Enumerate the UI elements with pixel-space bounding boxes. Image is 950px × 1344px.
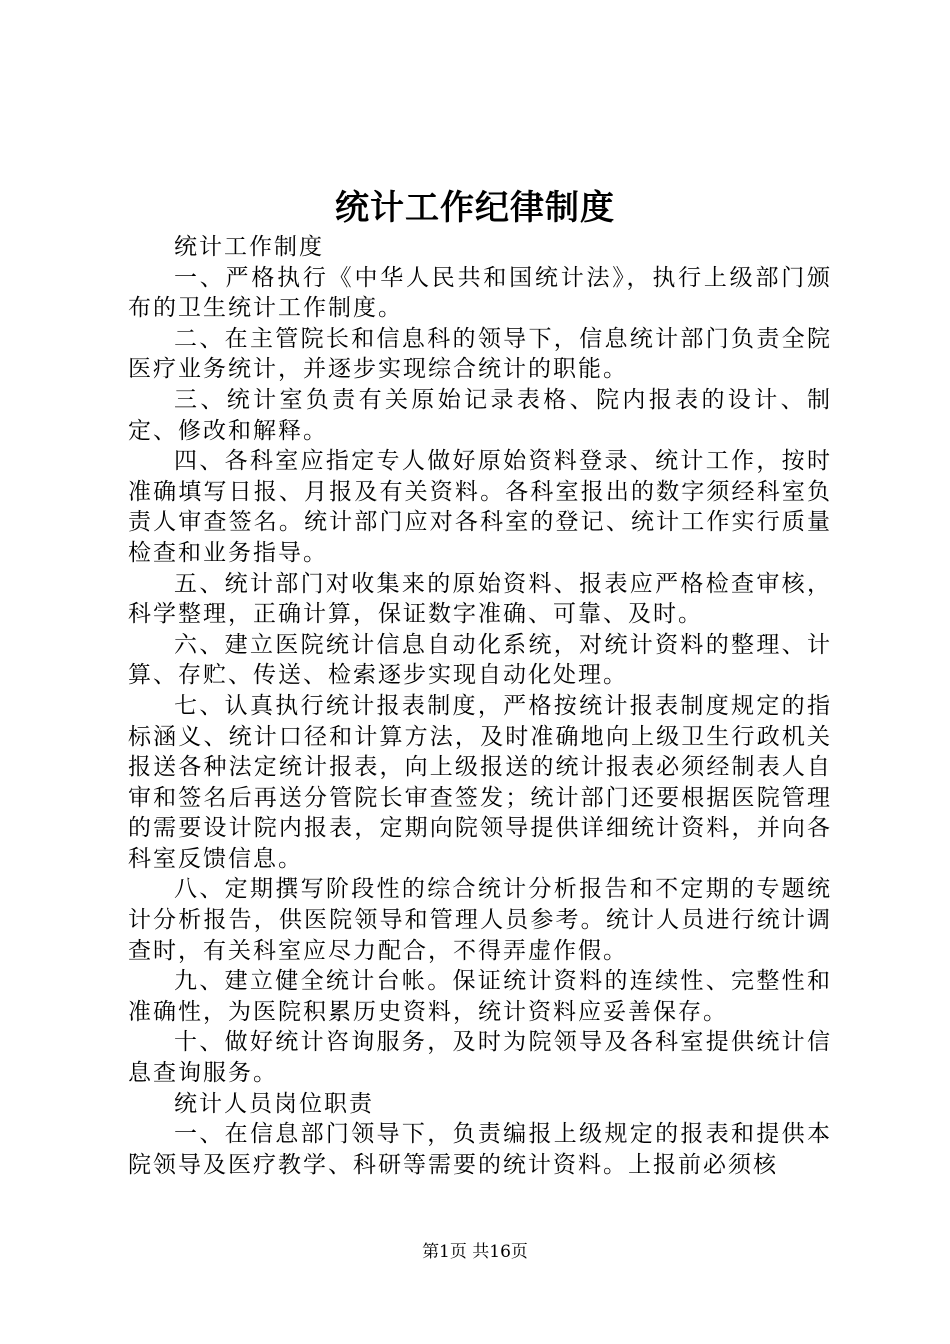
section-heading-staff-duties: 统计人员岗位职责 xyxy=(174,1090,374,1117)
paragraph-item-4: 四、各科室应指定专人做好原始资料登录、统计工作，按时准确填写日报、月报及有关资料。各科室报出的数字须经科室负责人审查签名。统计部门应对各科室的登记、统计工作实行质量检查和业务指导。 xyxy=(128,448,832,566)
paragraph-item-9: 九、建立健全统计台帐。保证统计资料的连续性、完整性和准确性，为医院积累历史资料，统计资料应妥善保存。 xyxy=(128,968,832,1025)
paragraph-item-2: 二、在主管院长和信息科的领导下，信息统计部门负责全院医疗业务统计，并逐步实现综合统计的职能。 xyxy=(128,325,832,383)
page-number-footer: 第1页 共16页 xyxy=(422,1242,528,1262)
section-heading-statistics-system: 统计工作制度 xyxy=(174,234,324,260)
paragraph-item-1: 一、严格执行《中华人民共和国统计法》，执行上级部门颁布的卫生统计工作制度。 xyxy=(128,264,832,322)
paragraph-item-7: 七、认真执行统计报表制度，严格按统计报表制度规定的指标涵义、统计口径和计算方法，及时准确地向上级卫生行政机关报送各种法定统计报表，向上级报送的统计报表必须经制表人自审和签名后再送分管院长审查签发；统计部门还要根据医院管理的需要设计院内报表，定期向院领导提供详细统计资料，并向各科室反馈信息。 xyxy=(128,692,832,872)
paragraph-item-8: 八、定期撰写阶段性的综合统计分析报告和不定期的专题统计分析报告，供医院领导和管理人员参考。统计人员进行统计调查时，有关科室应尽力配合，不得弄虚作假。 xyxy=(128,876,832,964)
paragraph-item-5: 五、统计部门对收集来的原始资料、报表应严格检查审核，科学整理，正确计算，保证数字准确、可靠、及时。 xyxy=(128,570,832,628)
document-title: 统计工作纪律制度 xyxy=(335,188,615,228)
paragraph-item-6: 六、建立医院统计信息自动化系统，对统计资料的整理、计算、存贮、传送、检索逐步实现自动化处理。 xyxy=(128,631,832,689)
paragraph-duty-1: 一、在信息部门领导下，负责编报上级规定的报表和提供本院领导及医疗教学、科研等需要的统计资料。上报前必须核 xyxy=(128,1121,832,1178)
paragraph-item-3: 三、统计室负责有关原始记录表格、院内报表的设计、制定、修改和解释。 xyxy=(128,386,832,444)
paragraph-item-10: 十、做好统计咨询服务，及时为院领导及各科室提供统计信息查询服务。 xyxy=(128,1029,832,1087)
document-body xyxy=(128,232,832,1180)
